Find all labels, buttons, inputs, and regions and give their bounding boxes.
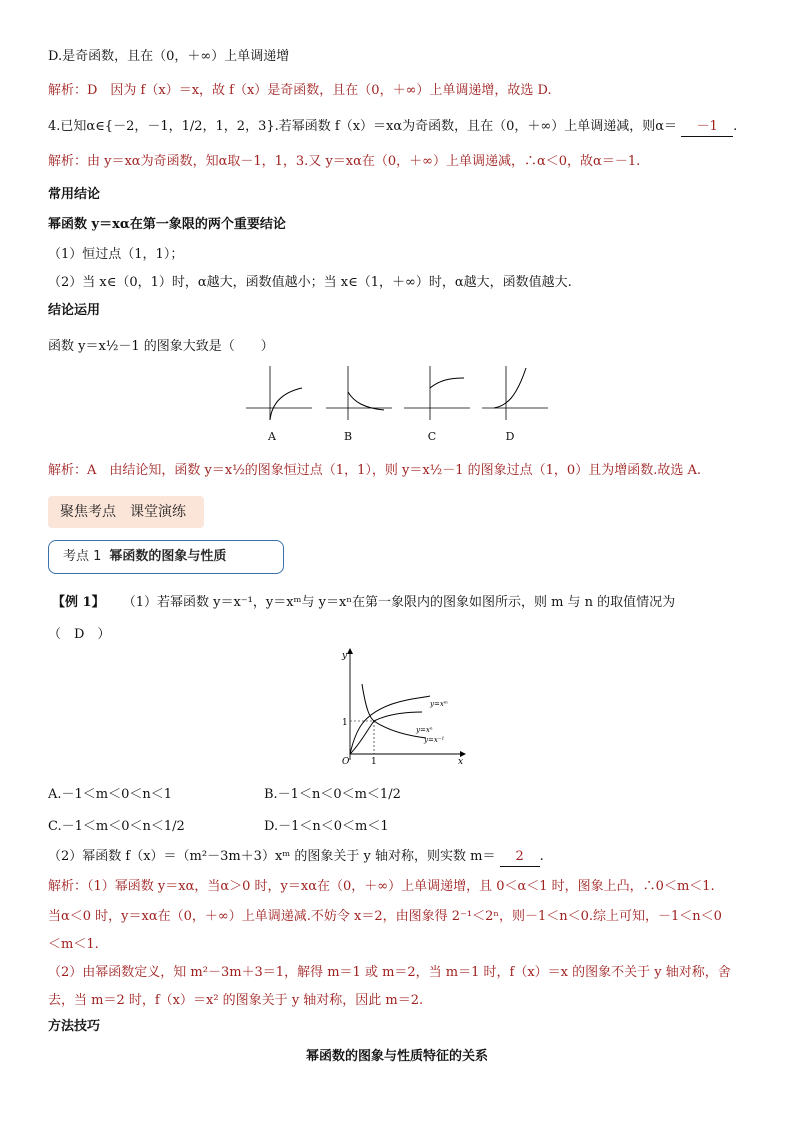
method-title: 方法技巧 bbox=[48, 1019, 101, 1034]
kp-label: 考点 1 bbox=[63, 549, 102, 564]
mini-label-a: A bbox=[268, 430, 276, 443]
power-function-figure bbox=[330, 646, 470, 766]
question-4-answer: －1 bbox=[681, 118, 733, 137]
example-1 bbox=[52, 594, 675, 612]
analysis-1: 解析：D 因为 f（x）＝x，故 f（x）是奇函数，且在（0，＋∞）上单调递增，故选 D. bbox=[48, 83, 552, 98]
mini-label-d: D bbox=[505, 430, 515, 443]
mini-graph-d bbox=[482, 366, 548, 420]
focus-banner bbox=[48, 496, 204, 528]
option-d: D.－1＜n＜0＜m＜1 bbox=[264, 819, 389, 834]
relation-title: 幂函数的图象与性质特征的关系 bbox=[305, 1049, 488, 1064]
kp-banner bbox=[48, 540, 284, 574]
conclusion-1: （1）恒过点（1，1）； bbox=[48, 247, 184, 262]
mini-label-b: B bbox=[343, 430, 353, 443]
example-1-part-2-answer: 2 bbox=[500, 848, 540, 867]
conclusion-2: （2）当 x∈（0，1）时，α越大，函数值越小；当 x∈（1，＋∞）时，α越大，函数值越大. bbox=[48, 275, 572, 290]
option-c: C.－1＜m＜0＜n＜1/2 bbox=[48, 819, 185, 834]
fig-y-label: y bbox=[342, 651, 348, 661]
option-a: A.－1＜m＜0＜n＜1 bbox=[48, 787, 173, 802]
fig-one-y: 1 bbox=[342, 718, 348, 728]
example-1-question: （1）若幂函数 y＝x⁻¹，y＝xᵐ与 y＝xⁿ在第一象限内的图象如图所示，则 m 与 n 的取值情况为 bbox=[122, 595, 676, 610]
example-1-answer: （ D ） bbox=[48, 627, 111, 642]
example-1-label: 【例 1】 bbox=[52, 595, 105, 610]
conclusion-title: 幂函数 y＝xα在第一象限的两个重要结论 bbox=[48, 217, 286, 232]
example-1-part-2-text: （2）幂函数 f（x）＝（m²－3m＋3）xᵐ 的图象关于 y 轴对称，则实数 m＝ bbox=[48, 849, 496, 864]
mini-graphs bbox=[244, 362, 554, 422]
apply-question: 函数 y＝x½－1 的图象大致是（ ） bbox=[48, 339, 274, 354]
solution-2-line-1: （2）由幂函数定义，知 m²－3m＋3＝1，解得 m＝1 或 m＝2，当 m＝1 时，f（x）＝x 的图象不关于 y 轴对称，舍 bbox=[48, 965, 731, 980]
analysis-4: 解析：由 y＝xα为奇函数，知α取－1，1，3.又 y＝xα在（0，＋∞）上单调递减，∴α＜0，故α＝－1. bbox=[48, 154, 641, 169]
fig-curve-inv: y=x⁻¹ bbox=[424, 736, 445, 744]
option-d-text: D.是奇函数，且在（0，＋∞）上单调递增 bbox=[48, 49, 290, 64]
fig-origin-label: O bbox=[342, 757, 350, 766]
fig-x-label: x bbox=[458, 757, 464, 766]
question-4-text: 4.已知α∈{－2，－1，1/2，1，2，3}.若幂函数 f（x）＝xα为奇函数，且在（0，＋∞）上单调递减，则α＝ bbox=[48, 119, 678, 134]
mini-graph-a bbox=[246, 366, 312, 420]
fig-one-x: 1 bbox=[371, 757, 377, 766]
kp-title: 幂函数的图象与性质 bbox=[109, 549, 227, 564]
analysis-apply: 解析：A 由结论知，函数 y＝x½的图象恒过点（1，1），则 y＝x½－1 的图象过点（1，0）且为增函数.故选 A. bbox=[48, 463, 701, 478]
apply-title: 结论运用 bbox=[48, 303, 101, 318]
focus-banner-text: 聚焦考点 课堂演练 bbox=[60, 504, 186, 520]
mini-graph-b bbox=[326, 366, 392, 420]
common-title: 常用结论 bbox=[48, 187, 101, 202]
fig-curve-n: y=xⁿ bbox=[416, 726, 433, 734]
mini-label-c: C bbox=[427, 430, 437, 443]
solution-1-line-3: ＜m＜1. bbox=[48, 937, 99, 952]
question-4: 4.已知α∈{－2，－1，1/2，1，2，3}.若幂函数 f（x）＝xα为奇函数，且在（0，＋∞）上单调递减，则α＝ －1 . bbox=[48, 118, 737, 137]
mini-graph-c bbox=[404, 366, 470, 420]
solution-1-line-1: 解析：（1）幂函数 y＝xα，当α＞0 时，y＝xα在（0，＋∞）上单调递增，且 0＜α＜1 时，图象上凸，∴0＜m＜1. bbox=[48, 879, 715, 894]
fig-curve-m: y=xᵐ bbox=[430, 700, 449, 708]
solution-2-line-2: 去，当 m＝2 时，f（x）＝x² 的图象关于 y 轴对称，因此 m＝2. bbox=[48, 993, 424, 1008]
example-1-part-2: （2）幂函数 f（x）＝（m²－3m＋3）xᵐ 的图象关于 y 轴对称，则实数 m＝ 2 . bbox=[48, 848, 544, 867]
solution-1-line-2: 当α＜0 时，y＝xα在（0，＋∞）上单调递减.不妨令 x＝2，由图象得 2⁻¹＜2ⁿ，则－1＜n＜0.综上可知，－1＜n＜0 bbox=[48, 909, 722, 924]
option-b: B.－1＜n＜0＜m＜1/2 bbox=[264, 787, 401, 802]
